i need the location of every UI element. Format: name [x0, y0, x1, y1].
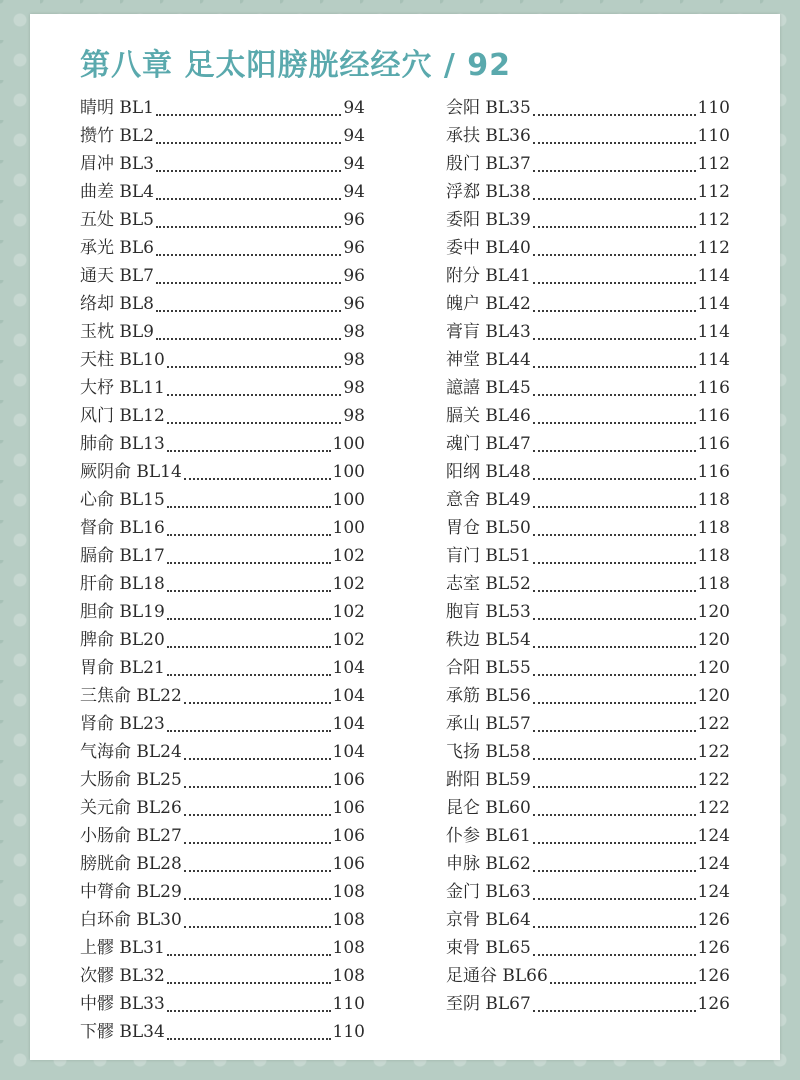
dot-leader [156, 281, 341, 284]
page-number: 122 [697, 742, 730, 762]
acupoint-name: 厥阴俞 BL14 [80, 462, 182, 482]
toc-column-right [446, 94, 730, 1018]
toc-entry[interactable] [80, 598, 365, 626]
page-number: 98 [343, 350, 365, 370]
page-sheet [30, 14, 780, 1060]
toc-entry[interactable] [80, 430, 365, 458]
dot-leader [184, 757, 331, 760]
acupoint-name: 魄户 BL42 [446, 294, 531, 314]
acupoint-name: 神堂 BL44 [446, 350, 531, 370]
page-number: 98 [343, 378, 365, 398]
dot-leader [533, 561, 696, 564]
page-number: 96 [343, 266, 365, 286]
toc-entry[interactable] [80, 654, 365, 682]
acupoint-name: 膏肓 BL43 [446, 322, 531, 342]
dot-leader [533, 953, 696, 956]
page-number: 108 [332, 966, 365, 986]
toc-entry[interactable] [80, 234, 365, 262]
acupoint-name: 中髎 BL33 [80, 994, 165, 1014]
page-number: 106 [332, 798, 365, 818]
page-number: 118 [697, 490, 730, 510]
acupoint-name: 附分 BL41 [446, 266, 531, 286]
acupoint-name: 会阳 BL35 [446, 98, 531, 118]
page-number: 108 [332, 910, 365, 930]
toc-entry[interactable] [446, 234, 730, 262]
toc-column-left [80, 94, 365, 1046]
acupoint-name: 督俞 BL16 [80, 518, 165, 538]
toc-entry[interactable] [80, 486, 365, 514]
dot-leader [533, 785, 696, 788]
dot-leader [533, 729, 696, 732]
acupoint-name: 心俞 BL15 [80, 490, 165, 510]
dot-leader [184, 477, 331, 480]
dot-leader [550, 981, 696, 984]
toc-entry[interactable] [80, 738, 365, 766]
toc-entry[interactable] [80, 626, 365, 654]
dot-leader [184, 925, 331, 928]
dot-leader [167, 365, 342, 368]
acupoint-name: 睛明 BL1 [80, 98, 155, 118]
toc-entry[interactable] [80, 346, 365, 374]
acupoint-name: 肓门 BL51 [446, 546, 531, 566]
dot-leader [167, 449, 331, 452]
acupoint-name: 京骨 BL64 [446, 910, 531, 930]
acupoint-name: 胞肓 BL53 [446, 602, 531, 622]
toc-entry[interactable] [446, 962, 730, 990]
page-number: 102 [332, 630, 365, 650]
page-number: 112 [697, 210, 730, 230]
dot-leader [533, 841, 696, 844]
toc-entry[interactable] [446, 570, 730, 598]
page-number: 94 [343, 154, 365, 174]
page-number: 120 [697, 658, 730, 678]
page-number: 114 [697, 322, 730, 342]
page-number: 104 [332, 714, 365, 734]
dot-leader [533, 365, 696, 368]
dot-leader [167, 729, 331, 732]
acupoint-name: 意舍 BL49 [446, 490, 531, 510]
toc-entry[interactable] [80, 990, 365, 1018]
toc-entry[interactable] [446, 206, 730, 234]
page-number: 116 [697, 378, 730, 398]
toc-entry[interactable] [446, 878, 730, 906]
acupoint-name: 络却 BL8 [80, 294, 155, 314]
toc-entry[interactable] [446, 766, 730, 794]
acupoint-name: 魂门 BL47 [446, 434, 531, 454]
toc-entry[interactable] [80, 290, 365, 318]
acupoint-name: 肾俞 BL23 [80, 714, 165, 734]
dot-leader [167, 1037, 331, 1040]
page-number: 98 [343, 322, 365, 342]
dot-leader [533, 533, 696, 536]
page-number: 104 [332, 658, 365, 678]
page-number: 118 [697, 574, 730, 594]
page-number: 96 [343, 238, 365, 258]
dot-leader [533, 645, 696, 648]
dot-leader [533, 589, 696, 592]
page-number: 98 [343, 406, 365, 426]
acupoint-name: 足通谷 BL66 [446, 966, 548, 986]
page-number: 116 [697, 406, 730, 426]
toc-entry[interactable] [80, 514, 365, 542]
toc-entry[interactable] [80, 542, 365, 570]
acupoint-name: 秩边 BL54 [446, 630, 531, 650]
acupoint-name: 束骨 BL65 [446, 938, 531, 958]
toc-entry[interactable] [80, 822, 365, 850]
toc-entry[interactable] [80, 150, 365, 178]
page-number: 118 [697, 546, 730, 566]
acupoint-name: 风门 BL12 [80, 406, 165, 426]
page-number: 100 [332, 462, 365, 482]
toc-entry[interactable] [446, 598, 730, 626]
page-number: 110 [332, 994, 365, 1014]
dot-leader [533, 253, 696, 256]
dot-leader [167, 421, 342, 424]
dot-leader [156, 113, 341, 116]
dot-leader [533, 113, 696, 116]
page-number: 114 [697, 350, 730, 370]
acupoint-name: 承筋 BL56 [446, 686, 531, 706]
page-number: 108 [332, 938, 365, 958]
toc-entry[interactable] [80, 878, 365, 906]
acupoint-name: 攒竹 BL2 [80, 126, 155, 146]
page-number: 100 [332, 434, 365, 454]
acupoint-name: 浮郄 BL38 [446, 182, 531, 202]
dot-leader [167, 617, 331, 620]
acupoint-name: 承扶 BL36 [446, 126, 531, 146]
page-number: 112 [697, 154, 730, 174]
toc-entry[interactable] [446, 710, 730, 738]
dot-leader [167, 533, 331, 536]
dot-leader [184, 785, 331, 788]
acupoint-name: 气海俞 BL24 [80, 742, 182, 762]
acupoint-name: 承山 BL57 [446, 714, 531, 734]
page-number: 116 [697, 462, 730, 482]
page-number: 112 [697, 238, 730, 258]
toc-entry[interactable] [446, 346, 730, 374]
toc-entry[interactable] [446, 262, 730, 290]
toc-entry[interactable] [446, 626, 730, 654]
toc-entry[interactable] [446, 374, 730, 402]
dot-leader [533, 701, 696, 704]
dot-leader [167, 589, 331, 592]
page-number: 96 [343, 294, 365, 314]
toc-entry[interactable] [446, 990, 730, 1018]
dot-leader [533, 169, 696, 172]
acupoint-name: 下髎 BL34 [80, 1022, 165, 1042]
acupoint-name: 曲差 BL4 [80, 182, 155, 202]
chapter-title: 第八章 足太阳膀胱经经穴 / 92 [80, 48, 512, 83]
page-number: 94 [343, 182, 365, 202]
acupoint-name: 肝俞 BL18 [80, 574, 165, 594]
acupoint-name: 胆俞 BL19 [80, 602, 165, 622]
acupoint-name: 中膂俞 BL29 [80, 882, 182, 902]
dot-leader [533, 309, 696, 312]
acupoint-name: 金门 BL63 [446, 882, 531, 902]
toc-entry[interactable] [446, 738, 730, 766]
dot-leader [533, 337, 696, 340]
dot-leader [533, 813, 696, 816]
dot-leader [533, 477, 696, 480]
toc-entry[interactable] [446, 150, 730, 178]
page-number: 124 [697, 882, 730, 902]
page-number: 106 [332, 854, 365, 874]
page-number: 122 [697, 770, 730, 790]
dot-leader [184, 701, 331, 704]
page-number: 94 [343, 126, 365, 146]
dot-leader [533, 1009, 696, 1012]
acupoint-name: 譩譆 BL45 [446, 378, 531, 398]
page-number: 100 [332, 518, 365, 538]
acupoint-name: 肺俞 BL13 [80, 434, 165, 454]
dot-leader [533, 617, 696, 620]
acupoint-name: 跗阳 BL59 [446, 770, 531, 790]
toc-entry[interactable] [446, 794, 730, 822]
toc-entry[interactable] [80, 850, 365, 878]
acupoint-name: 殷门 BL37 [446, 154, 531, 174]
toc-entry[interactable] [80, 682, 365, 710]
acupoint-name: 胃仓 BL50 [446, 518, 531, 538]
acupoint-name: 通天 BL7 [80, 266, 155, 286]
acupoint-name: 上髎 BL31 [80, 938, 165, 958]
dot-leader [533, 281, 696, 284]
acupoint-name: 昆仑 BL60 [446, 798, 531, 818]
dot-leader [156, 141, 341, 144]
acupoint-name: 膈俞 BL17 [80, 546, 165, 566]
dot-leader [167, 561, 331, 564]
toc-entry[interactable] [446, 178, 730, 206]
acupoint-name: 白环俞 BL30 [80, 910, 182, 930]
dot-leader [167, 1009, 331, 1012]
dot-leader [167, 393, 342, 396]
acupoint-name: 关元俞 BL26 [80, 798, 182, 818]
dot-leader [167, 645, 331, 648]
toc-entry[interactable] [80, 402, 365, 430]
dot-leader [533, 897, 696, 900]
dot-leader [533, 869, 696, 872]
page-number: 124 [697, 826, 730, 846]
toc-entry[interactable] [446, 682, 730, 710]
toc-entry[interactable] [80, 962, 365, 990]
toc-entry[interactable] [80, 318, 365, 346]
page-number: 122 [697, 714, 730, 734]
dot-leader [156, 169, 341, 172]
acupoint-name: 承光 BL6 [80, 238, 155, 258]
page-number: 106 [332, 770, 365, 790]
toc-entry[interactable] [446, 290, 730, 318]
dot-leader [156, 225, 341, 228]
toc-entry[interactable] [80, 766, 365, 794]
acupoint-name: 小肠俞 BL27 [80, 826, 182, 846]
page-number: 126 [697, 966, 730, 986]
dot-leader [184, 841, 331, 844]
acupoint-name: 飞扬 BL58 [446, 742, 531, 762]
toc-entry[interactable] [80, 458, 365, 486]
dot-leader [533, 197, 696, 200]
toc-entry[interactable] [446, 542, 730, 570]
toc-entry[interactable] [80, 570, 365, 598]
toc-entry[interactable] [80, 262, 365, 290]
dot-leader [156, 197, 341, 200]
toc-entry[interactable] [446, 402, 730, 430]
acupoint-name: 大肠俞 BL25 [80, 770, 182, 790]
acupoint-name: 玉枕 BL9 [80, 322, 155, 342]
dot-leader [167, 953, 331, 956]
page-number: 102 [332, 574, 365, 594]
page-number: 120 [697, 630, 730, 650]
acupoint-name: 脾俞 BL20 [80, 630, 165, 650]
toc-entry[interactable] [80, 374, 365, 402]
page-number: 104 [332, 742, 365, 762]
dot-leader [533, 141, 696, 144]
toc-entry[interactable] [446, 654, 730, 682]
acupoint-name: 至阴 BL67 [446, 994, 531, 1014]
page-number: 102 [332, 602, 365, 622]
page-number: 120 [697, 686, 730, 706]
page-number: 114 [697, 294, 730, 314]
acupoint-name: 申脉 BL62 [446, 854, 531, 874]
page-number: 102 [332, 546, 365, 566]
dot-leader [156, 337, 341, 340]
dot-leader [184, 869, 331, 872]
page-number: 96 [343, 210, 365, 230]
page-number: 126 [697, 938, 730, 958]
acupoint-name: 三焦俞 BL22 [80, 686, 182, 706]
page-number: 94 [343, 98, 365, 118]
acupoint-name: 志室 BL52 [446, 574, 531, 594]
page-number: 106 [332, 826, 365, 846]
dot-leader [533, 925, 696, 928]
acupoint-name: 仆参 BL61 [446, 826, 531, 846]
toc-entry[interactable] [446, 94, 730, 122]
toc-entry[interactable] [446, 486, 730, 514]
toc-entry[interactable] [80, 906, 365, 934]
toc-entry[interactable] [446, 850, 730, 878]
page-number: 104 [332, 686, 365, 706]
toc-entry[interactable] [80, 1018, 365, 1046]
dot-leader [533, 393, 696, 396]
acupoint-name: 眉冲 BL3 [80, 154, 155, 174]
toc-entry[interactable] [80, 710, 365, 738]
toc-entry[interactable] [80, 122, 365, 150]
dot-leader [533, 421, 696, 424]
acupoint-name: 大杼 BL11 [80, 378, 165, 398]
page-number: 114 [697, 266, 730, 286]
dot-leader [533, 673, 696, 676]
toc-entry[interactable] [446, 458, 730, 486]
page-number: 120 [697, 602, 730, 622]
page-number: 116 [697, 434, 730, 454]
toc-entry[interactable] [80, 178, 365, 206]
toc-entry[interactable] [446, 934, 730, 962]
dot-leader [167, 673, 331, 676]
dot-leader [184, 897, 331, 900]
toc-entry[interactable] [446, 514, 730, 542]
dot-leader [156, 309, 341, 312]
page-number: 100 [332, 490, 365, 510]
dot-leader [167, 505, 331, 508]
page-number: 112 [697, 182, 730, 202]
page-number: 110 [332, 1022, 365, 1042]
toc-entry[interactable] [80, 934, 365, 962]
toc-entry[interactable] [80, 794, 365, 822]
acupoint-name: 次髎 BL32 [80, 966, 165, 986]
page-number: 108 [332, 882, 365, 902]
toc-entry[interactable] [446, 822, 730, 850]
dot-leader [533, 449, 696, 452]
acupoint-name: 胃俞 BL21 [80, 658, 165, 678]
dot-leader [184, 813, 331, 816]
acupoint-name: 膈关 BL46 [446, 406, 531, 426]
acupoint-name: 五处 BL5 [80, 210, 155, 230]
acupoint-name: 膀胱俞 BL28 [80, 854, 182, 874]
page-number: 118 [697, 518, 730, 538]
toc-entry[interactable] [80, 206, 365, 234]
acupoint-name: 委阳 BL39 [446, 210, 531, 230]
dot-leader [533, 505, 696, 508]
acupoint-name: 委中 BL40 [446, 238, 531, 258]
page-number: 126 [697, 910, 730, 930]
page-number: 124 [697, 854, 730, 874]
toc-entry[interactable] [446, 906, 730, 934]
page-number: 110 [697, 98, 730, 118]
dot-leader [533, 757, 696, 760]
page-number: 122 [697, 798, 730, 818]
dot-leader [167, 981, 331, 984]
acupoint-name: 阳纲 BL48 [446, 462, 531, 482]
toc-entry[interactable] [446, 430, 730, 458]
dot-leader [533, 225, 696, 228]
page-number: 126 [697, 994, 730, 1014]
toc-entry[interactable] [446, 122, 730, 150]
dot-leader [156, 253, 341, 256]
toc-entry[interactable] [446, 318, 730, 346]
acupoint-name: 合阳 BL55 [446, 658, 531, 678]
toc-entry[interactable] [80, 94, 365, 122]
page-number: 110 [697, 126, 730, 146]
acupoint-name: 天柱 BL10 [80, 350, 165, 370]
